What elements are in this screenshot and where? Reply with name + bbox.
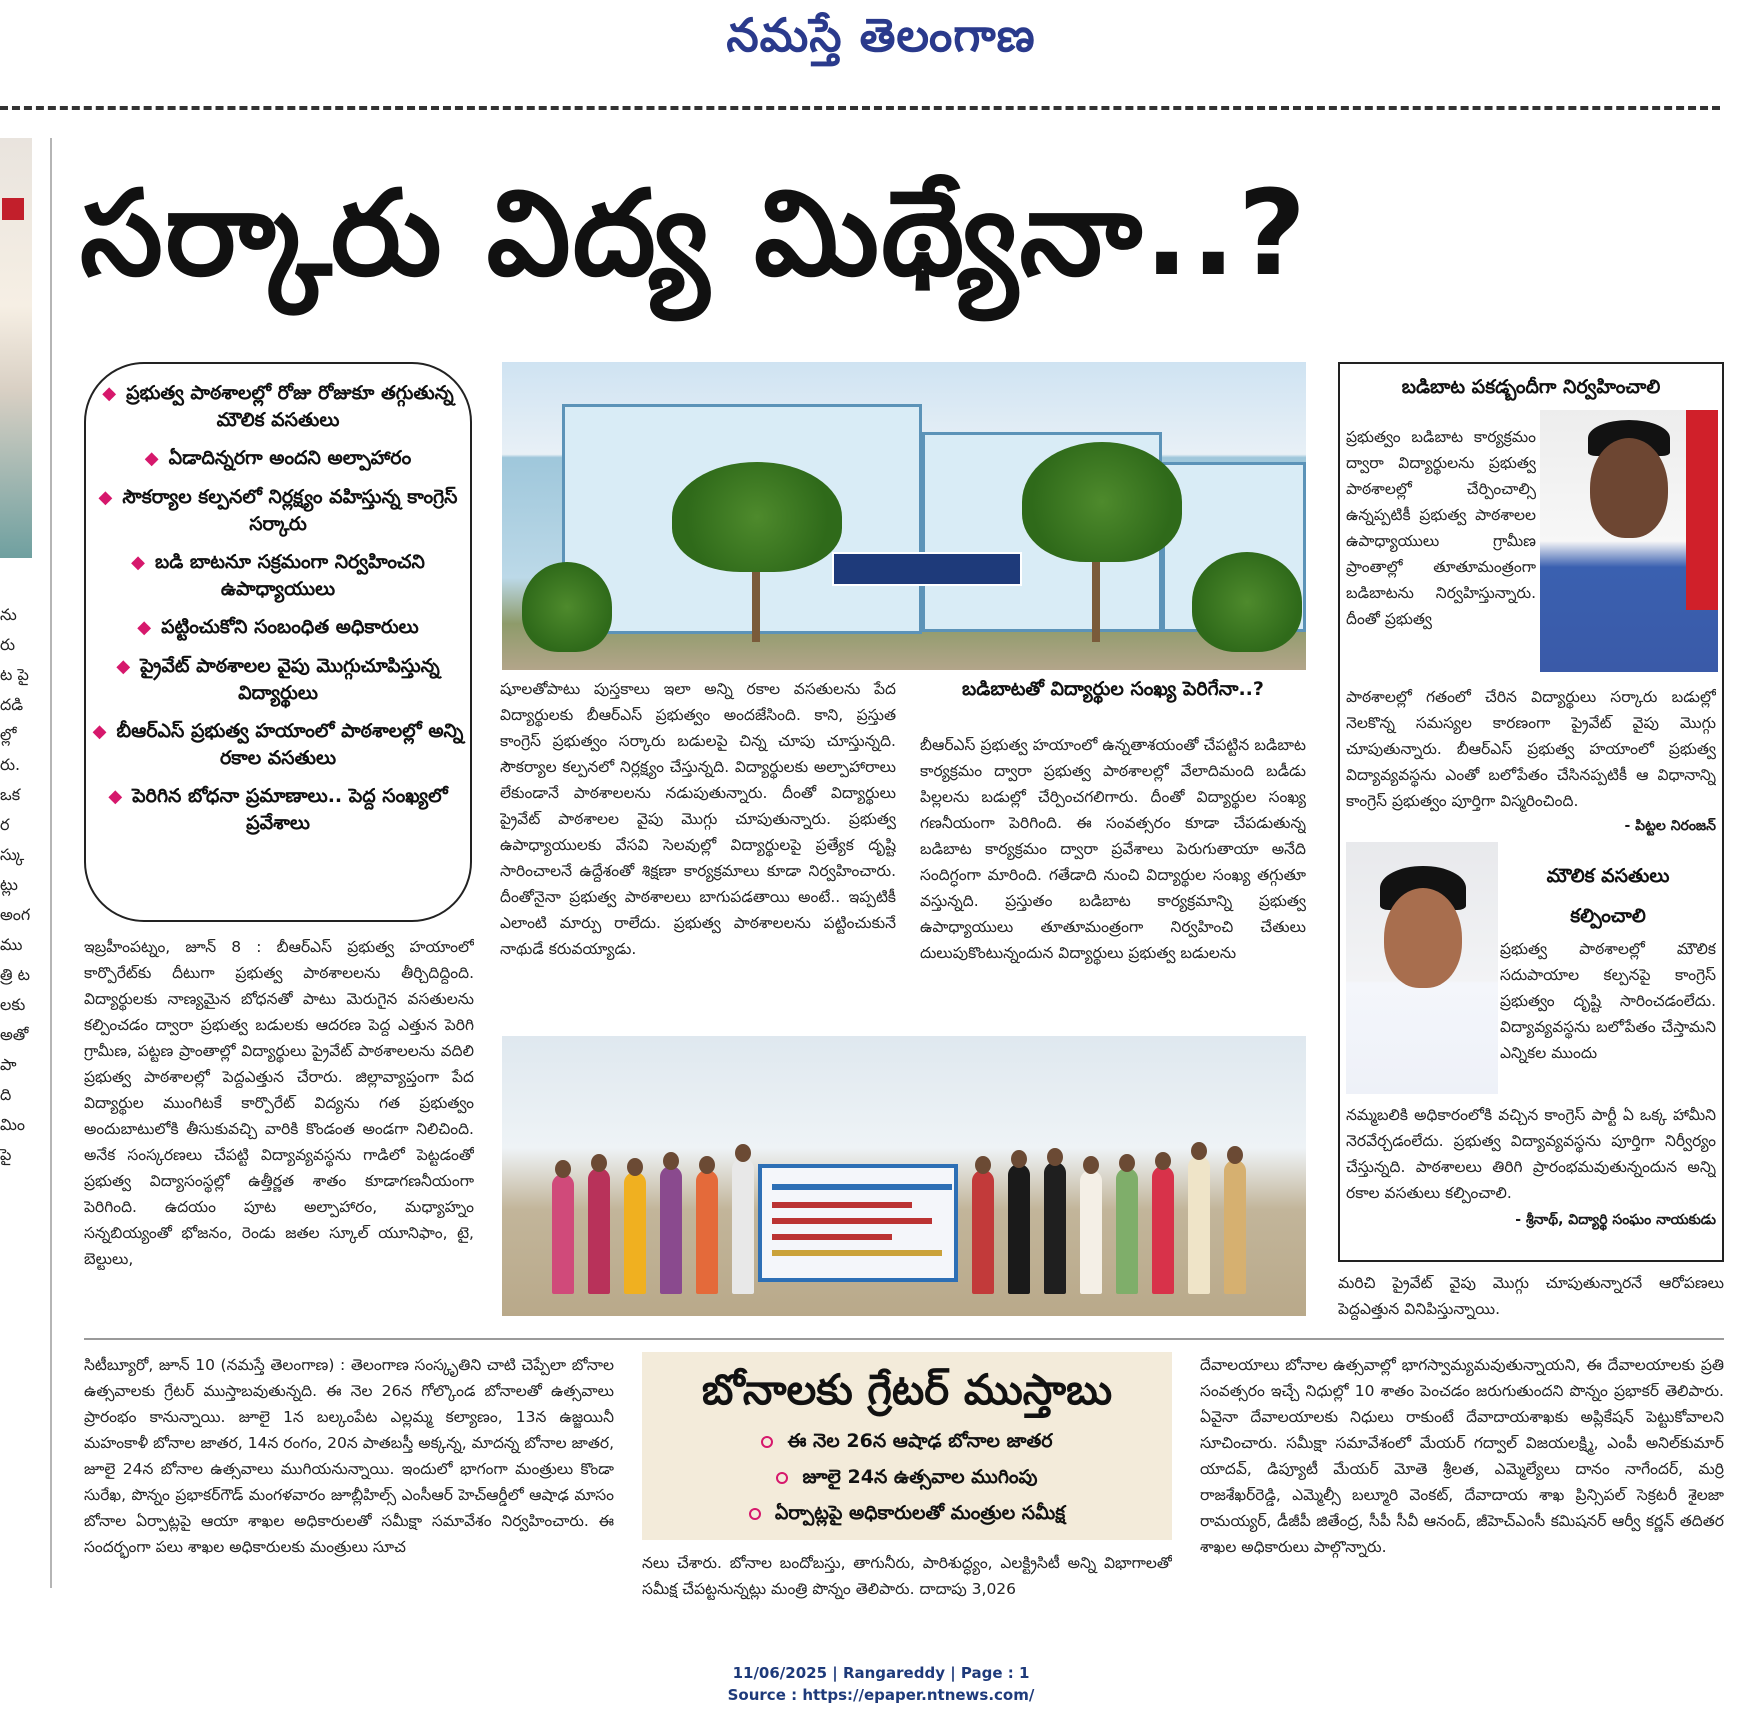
- portrait-photo-2: [1346, 842, 1498, 1094]
- story-column-2: షూలతోపాటు పుస్తకాలు ఇలా అన్ని రకాల వసతులను పేద విద్యార్థులకు బీఆర్ఎస్ ప్రభుత్వం అందజేసింది. కాని, ప్రస్తుత కాంగ్రెస్ ప్రభుత్వం సర్కారు బడులపై చిన్న చూపు చూస్తున్నది. సౌకర్యాల కల్పనలో నిర్లక్ష్యం చేస్తున్నది. విద్యార్థులకు అల్పాహారాలు లేకుండానే పాఠశాలలను నడుపుతున్నారు. దీంతో విద్యార్థులు ప్రైవేట్ పాఠశాలల వైపు మొగ్గు చూపుతున్నారు. ప్రభుత్వ ఉపాధ్యాయులకు వేసవి సెలవుల్లో విద్యార్థులపై ప్రత్యేక దృష్టి సారించాలనే ఉద్దేశంతో శిక్షణా కార్యక్రమాలు కూడా నిర్వహించారు. దీంతోనైనా ప్రభుత్వ పాఠశాలలు బాగుపడతాయి అంటే.. ఇప్పటికీ ఎలాంటి మార్పు రాలేదు. ప్రభుత్వ పాఠశాలలను పట్టించుకునే నాథుడే కరువయ్యాడు.: [500, 680, 896, 958]
- lower-highlight-item: ఏర్పాట్లపై అధికారులతో మంత్రుల సమీక్ష: [642, 1502, 1172, 1529]
- highlights-box: [84, 362, 472, 922]
- diamond-bullet-icon: ◆: [116, 656, 131, 677]
- left-clipped-text: ను రు ట పై దడి ల్లో రు. ఒక ర స్కు ట్లు అంగ ము త్రి ట లకు అతో పా ది మిం పై: [0, 605, 30, 1164]
- highlight-item: ◆ పట్టించుకోని సంబంధిత అధికారులు: [137, 616, 419, 638]
- sidebar-quote-1-signature: - పిట్టల నిరంజన్: [1624, 818, 1716, 834]
- sidebar-title: బడిబాట పకడ్బందీగా నిర్వహించాలి: [1401, 376, 1661, 398]
- highlight-item: ◆ ప్రభుత్వ పాఠశాలల్లో రోజు రోజుకూ తగ్గుతున్న మౌలిక వసతులు: [102, 382, 454, 431]
- column-divider: [50, 138, 52, 1588]
- lower-highlight-item: ఈ నెల 26న ఆషాఢ బోనాల జాతర: [642, 1430, 1172, 1457]
- diamond-bullet-icon: ◆: [131, 552, 145, 573]
- lower-story-column-2: నలు చేశారు. బోనాల బందోబస్తు, తాగునీరు, పారిశుద్ధ్యం, ఎలక్ట్రిసిటీ అన్ని విభాగాలతో సమీక్ష చేపట్టనున్నట్లు మంత్రి పొన్నం తెలిపారు. దాదాపు 3,026: [642, 1554, 1172, 1598]
- highlight-item: ◆ బడి బాటనూ సక్రమంగా నిర్వహించని ఉపాధ్యాయులు: [131, 551, 425, 600]
- lower-story-column-3: దేవాలయాలు బోనాల ఉత్సవాల్లో భాగస్వామ్యమవుతున్నాయని, ఈ దేవాలయాలకు ప్రతి సంవత్సరం ఇచ్చే నిధుల్లో 10 శాతం పెంచడం జరుగుతుందని పొన్నం ప్రభాకర్ తెలిపారు. ఏవైనా దేవాలయాలకు నిధులు రాకుంటే దేవాదాయశాఖకు అప్లికేషన్ పెట్టుకోవాలని సూచించారు. సమీక్షా సమావేశంలో మేయర్ గద్వాల్ విజయలక్ష్మి, ఎంపీ అనిల్‌కుమార్ యాదవ్, డిప్యూటీ మేయర్ మోతె శ్రీలత, ఎమ్మెల్యేలు దానం నాగేందర్, మర్రి రాజశేఖర్‌రెడ్డి, ఎమ్మెల్సీ బల్మూరి వెంకట్, దేవాదాయ శాఖ ప్రిన్సిపల్ సెక్రటరీ శైలజా రామయ్యర్, డీజీపీ జితేంద్ర, సీపీ సీవీ ఆనంద్, జీహెచ్ఎంసీ కమిషనర్ ఆర్వీ కర్ణన్ తదితర శాఖల అధికారులు పాల్గొన్నారు.: [1200, 1356, 1724, 1556]
- story-column-3-continued: మరిచి ప్రైవేట్ వైపు మొగ్గు చూపుతున్నారనే ఆరోపణలు పెద్దఎత్తున వినిపిస్తున్నాయి.: [1338, 1274, 1724, 1318]
- page-footer-source-link[interactable]: Source : https://epaper.ntnews.com/: [727, 1686, 1035, 1704]
- ring-bullet-icon: [776, 1472, 788, 1484]
- diamond-bullet-icon: ◆: [144, 448, 159, 469]
- sidebar-quote-2-heading-line2: కల్పించాలి: [1570, 905, 1646, 927]
- story-subheading: బడిబాటతో విద్యార్థుల సంఖ్య పెరిగేనా..?: [962, 678, 1264, 700]
- school-building-photo: [502, 362, 1306, 670]
- sidebar-quote-2-text: ప్రభుత్వ పాఠశాలల్లో మౌలిక సదుపాయాల కల్పనపై కాంగ్రెస్ ప్రభుత్వం దృష్టి సారించడంలేదు. విద్యావ్యవస్థను బలోపేతం చేస్తామని ఎన్నికల ముందు: [1500, 940, 1716, 1062]
- portrait-photo-1: [1540, 410, 1718, 672]
- sidebar-quote-2-continued: నమ్మబలికి అధికారంలోకి వచ్చిన కాంగ్రెస్ పార్టీ ఏ ఒక్క హామీని నెరవేర్చడంలేదు. ప్రభుత్వ విద్యావ్యవస్థను పూర్తిగా నిర్వీర్యం చేస్తున్నది. పాఠశాలలు తిరిగి ప్రారంభమవుతున్నందున అన్ని రకాల వసతులు కల్పించాలి.: [1346, 1106, 1716, 1202]
- diamond-bullet-icon: ◆: [137, 617, 152, 638]
- sidebar-quote-2-heading-line1: మౌలిక వసతులు: [1546, 865, 1670, 887]
- sidebar-quote-1-text: ప్రభుత్వం బడిబాట కార్యక్రమం ద్వారా విద్యార్థులను ప్రభుత్వ పాఠశాలల్లో చేర్పించాల్సి ఉన్నప్పటికీ ప్రభుత్వ పాఠశాలల ఉపాధ్యాయులు గ్రామీణ ప్రాంతాల్లో తూతూమంత్రంగా బడిబాటను నిర్వహిస్తున్నారు. దీంతో ప్రభుత్వ: [1346, 428, 1536, 628]
- sidebar-quote-1-continued: పాఠశాలల్లో గతంలో చేరిన విద్యార్థులు సర్కారు బడుల్లో నెలకొన్న సమస్యల కారణంగా ప్రైవేట్ వైపు మొగ్గు చూపుతున్నారు. బీఆర్ఎస్ ప్రభుత్వ హయాంలో ప్రభుత్వ విద్యావ్యవస్థను ఎంతో బలోపేతం చేసినప్పటికీ ఆ విధానాన్ని కాంగ్రెస్ ప్రభుత్వం పూర్తిగా విస్మరించింది.: [1346, 688, 1716, 810]
- sidebar-quote-2-signature: - శ్రీనాథ్, విద్యార్థి సంఘం నాయకుడు: [1515, 1212, 1716, 1228]
- highlight-item: ◆ బీఆర్ఎస్ ప్రభుత్వ హయాంలో పాఠశాలల్లో అన్ని రకాల వసతులు: [92, 720, 464, 769]
- ring-bullet-icon: [749, 1508, 761, 1520]
- section-divider: [84, 1338, 1724, 1340]
- diamond-bullet-icon: ◆: [98, 487, 113, 508]
- story-column-3: బీఆర్ఎస్ ప్రభుత్వ హయాంలో ఉన్నతాశయంతో చేపట్టిన బడిబాట కార్యక్రమం ద్వారా ప్రభుత్వ పాఠశాలల్లో వేలాదిమంది బడీడు పిల్లలను బడుల్లో చేర్పించగలిగారు. దీంతో విద్యార్థుల సంఖ్య గణనీయంగా పెరిగింది. ఈ సంవత్సరం కూడా చేపడుతున్న బడిబాట కార్యక్రమం ద్వారా ప్రవేశాలు పెరుగుతాయా అనేది సందిగ్ధంగా మారింది. గతేడాది నుంచి విద్యార్థుల సంఖ్య తగ్గుతూ వస్తున్నది. ప్రస్తుతం బడిబాట కార్యక్రమాన్ని ప్రభుత్వ ఉపాధ్యాయులు తూతూమంత్రంగా నిర్వహించి చేతులు దులుపుకొంటున్నందున విద్యార్థులు ప్రభుత్వ బడులను: [920, 736, 1306, 962]
- highlight-item: ◆ సౌకర్యాల కల్పనలో నిర్లక్ష్యం వహిస్తున్న కాంగ్రెస్ సర్కారు: [98, 486, 458, 535]
- lower-story-column-1: సిటీబ్యూరో, జూన్ 10 (నమస్తే తెలంగాణ) : తెలంగాణ సంస్కృతిని చాటి చెప్పేలా బోనాల ఉత్సవాలకు గ్రేటర్ ముస్తాబవుతున్నది. ఈ నెల 26న గోల్కొండ బోనాలతో ఉత్సవాలు ప్రారంభం కానున్నాయి. జూలై 1న బల్కంపేట ఎల్లమ్మ కల్యాణం, 13న ఉజ్జయినీ మహంకాళీ బోనాల జాతర, 14న రంగం, 20న పాతబస్తీ అక్కన్న, మాదన్న బోనాల జాతర, జూలై 24న బోనాల ఉత్సవాలు ముగియనున్నాయి. ఇందులో భాగంగా మంత్రులు కొండా సురేఖ, పొన్నం ప్రభాకర్‌గౌడ్ మంగళవారం జూబ్లీహిల్స్ ఎంసీఆర్ హెచ్ఆర్డీలో ఆషాఢ మాసం బోనాల ఏర్పాట్లపై ఆయా శాఖల అధికారులతో సమీక్షా సమావేశం నిర్వహించారు. ఈ సందర్భంగా పలు శాఖల అధికారులకు మంత్రులు సూచ: [84, 1356, 614, 1556]
- diamond-bullet-icon: ◆: [108, 786, 123, 807]
- lower-highlight-item: జూలై 24న ఉత్సవాల ముగింపు: [642, 1466, 1172, 1493]
- sidebar-quote-2-heading: [1500, 856, 1716, 936]
- left-clipped-photo: [0, 138, 32, 558]
- masthead-logo: నమస్తే తెలంగాణ: [726, 8, 1036, 62]
- diamond-bullet-icon: ◆: [92, 721, 107, 742]
- group-rally-photo: [502, 1036, 1306, 1316]
- lower-story-headline: బోనాలకు గ్రేటర్ ముస్తాబు: [701, 1365, 1113, 1414]
- highlight-item: ◆ ప్రైవేట్ పాఠశాలల వైపు మొగ్గుచూపిస్తున్న విద్యార్థులు: [116, 655, 440, 704]
- ring-bullet-icon: [761, 1436, 773, 1448]
- highlight-item: ◆ ఏడాదిన్నరగా అందని అల్పాహారం: [144, 447, 412, 469]
- page-footer-date-edition: 11/06/2025 | Rangareddy | Page : 1: [732, 1664, 1030, 1682]
- page-headline: సర్కారు విద్య మిథ్యేనా..?: [80, 164, 1309, 302]
- diamond-bullet-icon: ◆: [102, 383, 117, 404]
- masthead-divider: [0, 106, 1720, 110]
- highlight-item: ◆ పెరిగిన బోధనా ప్రమాణాలు.. పెద్ద సంఖ్యలో ప్రవేశాలు: [108, 785, 448, 834]
- story-column-1: ఇబ్రహీంపట్నం, జూన్ 8 : బీఆర్ఎస్ ప్రభుత్వ హయాంలో కార్పొరేట్‌కు దీటుగా ప్రభుత్వ పాఠశాలలను తీర్చిదిద్దింది. విద్యార్థులకు నాణ్యమైన బోధనతో పాటు మెరుగైన వసతులను కల్పించడం ద్వారా ప్రభుత్వ బడులకు ఆదరణ పెద్ద ఎత్తున పెరిగి గ్రామీణ, పట్టణ ప్రాంతాల్లో విద్యార్థులు ప్రైవేట్ పాఠశాలలను వదిలి ప్రభుత్వ పాఠశాలల్లో పెద్దఎత్తున చేరారు. జిల్లావ్యాప్తంగా పేద విద్యార్థుల ముంగిటకే కార్పొరేట్ విద్యను గత ప్రభుత్వం అందుబాటులోకి తీసుకువచ్చి వారికి కొండంత అండగా నిలిచింది. అనేక సంస్కరణలు చేపట్టి విద్యావ్యవస్థను గాడిలో పెట్టడంతో ప్రభుత్వ విద్యాసంస్థల్లో ఉత్తీర్ణత శాతం కూడాగణనీయంగా పెరిగింది. ఉదయం పూట అల్పాహారం, మధ్యాహ్నం సన్నబియ్యంతో భోజనం, రెండు జతల స్కూల్ యూనిఫాం, టై, బెల్టులు,: [84, 938, 474, 1268]
